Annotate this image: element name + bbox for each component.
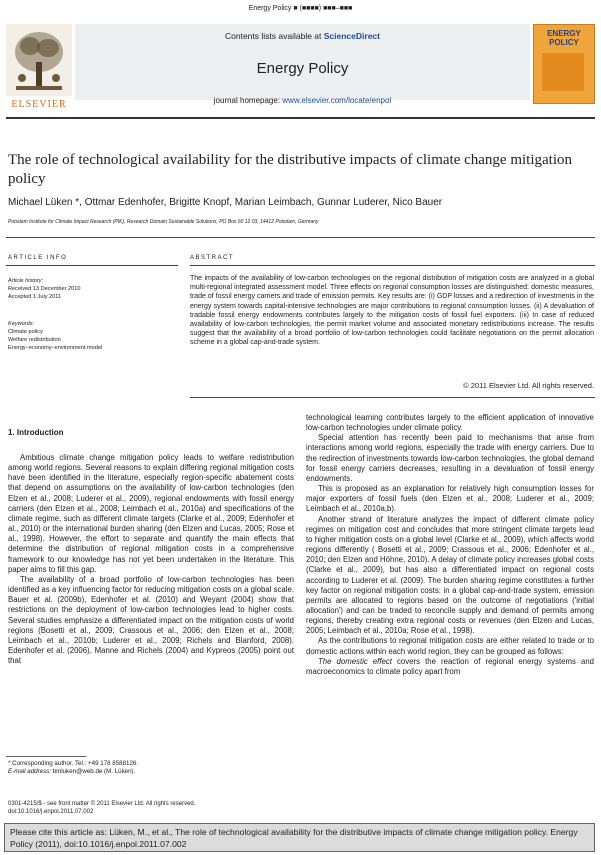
cover-image xyxy=(542,53,584,91)
citation-box: Please cite this article as: Lüken, M., et al., The role of technological availability for the distributive impacts of climate change mitigation policy. Energy Policy (2011), doi:10.1016/j.enpol.2011.07.002 xyxy=(4,823,595,852)
article-title: The role of technological availability for the distributive impacts of climate change mitigation policy xyxy=(8,152,572,187)
paragraph: technological learning contributes largely to the efficient application of innovative low-carbon technologies under climate policy. xyxy=(306,413,594,433)
email-link[interactable]: bmluken@web.de (M. Lüken). xyxy=(50,768,136,775)
footnote: * Corresponding author. Tel.: +49 178 8588126. E-mail address: bmluken@web.de (M. Lüken). xyxy=(8,760,139,775)
doi-link[interactable]: doi:10.1016/j.enpol.2011.07.002 xyxy=(8,809,94,815)
abstract-heading: ABSTRACT xyxy=(190,255,235,261)
paragraph: Another strand of literature analyzes the impact of different climate policy regimes on mitigation cost and concludes that more stringent climate targets lead to higher mitigation costs on a global level (Clarke et al., 2009), which affects world regions differently ( Bosetti et al., 2009; Crassous et al., 2006; Edenhofer et al., 2010; den Elzen and Höhne, 2010). A delay of climate policy increases global costs (Clarke et al., 2009), but has also a differentiated impact on regional costs according to Luderer et al. (2009). The burden sharing regime constitutes a further key factor on regional mitigation costs: in a global cap-and-trade system, emission permits are allocated to regions based on the outcome of negotiations ('initial allocation') and can be traded to reconcile supply and demand of permits among regions, thereby creating extra regional costs or revenues (den Elzen and Lucas, 2005; Leimbach et al., 2010a; Rose et al., 1998). xyxy=(306,514,594,636)
sciencedirect-link[interactable]: ScienceDirect xyxy=(323,31,380,41)
author-list: Michael Lüken *, Ottmar Edenhofer, Brigitte Knopf, Marian Leimbach, Gunnar Luderer, Nico Bauer xyxy=(8,197,443,208)
legal-info: 0301-4215/$ - see front matter © 2011 Elsevier Ltd. All rights reserved. doi:10.1016/j.enpol.2011.07.002 xyxy=(8,800,294,816)
journal-cover xyxy=(533,24,595,104)
copyright: © 2011 Elsevier Ltd. All rights reserved. xyxy=(463,381,594,390)
section-heading-introduction: 1. Introduction xyxy=(8,428,64,437)
cover-title: ENERGY POLICY xyxy=(547,29,581,47)
keywords: Keywords: Climate policy Welfare redistribution Energy–economy–environment model xyxy=(8,321,103,351)
header-rule xyxy=(6,117,595,119)
paragraph: The availability of a broad portfolio of low-carbon technologies has been identified as a key influencing factor for reducing mitigation costs on a global scale. Bauer et al. (2009b), Edenhofer et al. (2010) and Weyant (2004) show that restrictions on the deployment of low-carbon technologies lead to higher costs. Several studies emphasize a differentiated impact on the mitigation costs of world regions (Bosetti et al., 2009; Crassous et al., 2006; den Elzen et al., 2008; Leimbach et al., 2010b; Luderer et al., 2009; Richels and Blanford, 2008). Edenhofer et al. (2006), Manne and Richels (2004) and Kypreos (2005) point out that xyxy=(8,574,294,666)
elsevier-tree-icon xyxy=(6,24,72,96)
footnote-rule xyxy=(6,756,86,757)
elsevier-logo xyxy=(6,24,72,110)
publisher-name: ELSEVIER xyxy=(11,99,67,110)
affil-rule xyxy=(6,237,595,238)
paragraph: Ambitious climate change mitigation policy leads to welfare redistribution among world regions. Several reasons to explain differing regional mitigation costs have been identified in the literature, especially region-specific abatement costs that depend on assumptions on the availability of low-carbon technologies (den Elzen et al., 2008; Luderer et al., 2009), regional endowments with fossil energy carriers (den Elzen et al., 2008; Leimbach et al., 2010a) and specifications of the climate regime, such as different climate targets (Clarke et al., 2009; Edenhofer et al., 2010) or the international burden sharing (den Elzen and Lucas, 2005; Rose et al., 1998). However, the effort to separate and quantify the main effects that determine the distribution of regional mitigation costs in a comprehensive framework to our knowledge has not yet been undertaken in the literature. This paper aims to fill this gap. xyxy=(8,453,294,574)
body-column-left xyxy=(8,453,294,666)
abstract-rule xyxy=(190,265,595,266)
homepage-line: journal homepage: www.elsevier.com/locate/enpol xyxy=(213,96,392,105)
paragraph: Special attention has recently been paid to mechanisms that arise from interactions among world regions, especially the trade with energy carriers. Due to the redirection of investments towards low-carbon technologies, the global demand for fossil energy carriers decreases, resulting in a devaluation of fossil energy endowments. xyxy=(306,433,594,483)
body-column-right xyxy=(306,413,594,677)
paragraph: As the contributions to regional mitigation costs are either related to trade or to domestic actions within each world region, they can be grouped as follows: xyxy=(306,636,594,656)
paragraph: This is proposed as an explanation for relatively high consumption losses for major exporters of fossil fuels (den Elzen et al., 2008; Luderer et al., 2009; Leimbach et al., 2010a,b). xyxy=(306,484,594,514)
abstract-bottom-rule xyxy=(190,397,595,398)
running-header: Energy Policy ■ (■■■■) ■■■–■■■ xyxy=(248,5,353,12)
paragraph: The domestic effect covers the reaction of regional energy systems and macroeconomics to climate policy apart from xyxy=(306,656,594,676)
journal-name: Energy Policy xyxy=(256,60,349,77)
contents-line: Contents lists available at ScienceDirect xyxy=(225,31,380,41)
article-info-heading: ARTICLE INFO xyxy=(8,255,68,261)
abstract-text: The impacts of the availability of low-carbon technologies on the regional distribution of mitigation costs are analyzed in a global multi-regional integrated assessment model. Three effects on regional consumption losses are distinguished: domestic measures, trade of fossil energy carriers and trade of emission permits. Key results are: (i) GDP losses and a redirection of investments in the energy system towards capital-intensive technologies are major contributions to regional consumption losses. (ii) A devaluation of tradable fossil energy endowments contributes largely to the mitigation costs of fossil fuel exporters. (iii) In case of reduced availability of low-carbon technologies, the permit market volume and associated monetary redistributions increase. The results suggest that the availability of a broad portfolio of low-carbon technologies could facilitate negotiations on the permit allocation scheme in a global cap-and-trade system. xyxy=(190,275,594,347)
affiliation: Potsdam Institute for Climate Impact Research (PIK), Research Domain Sustainable Solutions, PO Box 60 12 03, 14412 Potsdam, Germany xyxy=(8,219,319,225)
article-history: Article history: Received 13 December 2010 Accepted 1 July 2011 xyxy=(8,278,81,300)
info-rule xyxy=(6,265,178,266)
journal-banner xyxy=(75,24,530,105)
homepage-link[interactable]: www.elsevier.com/locate/enpol xyxy=(282,96,392,105)
